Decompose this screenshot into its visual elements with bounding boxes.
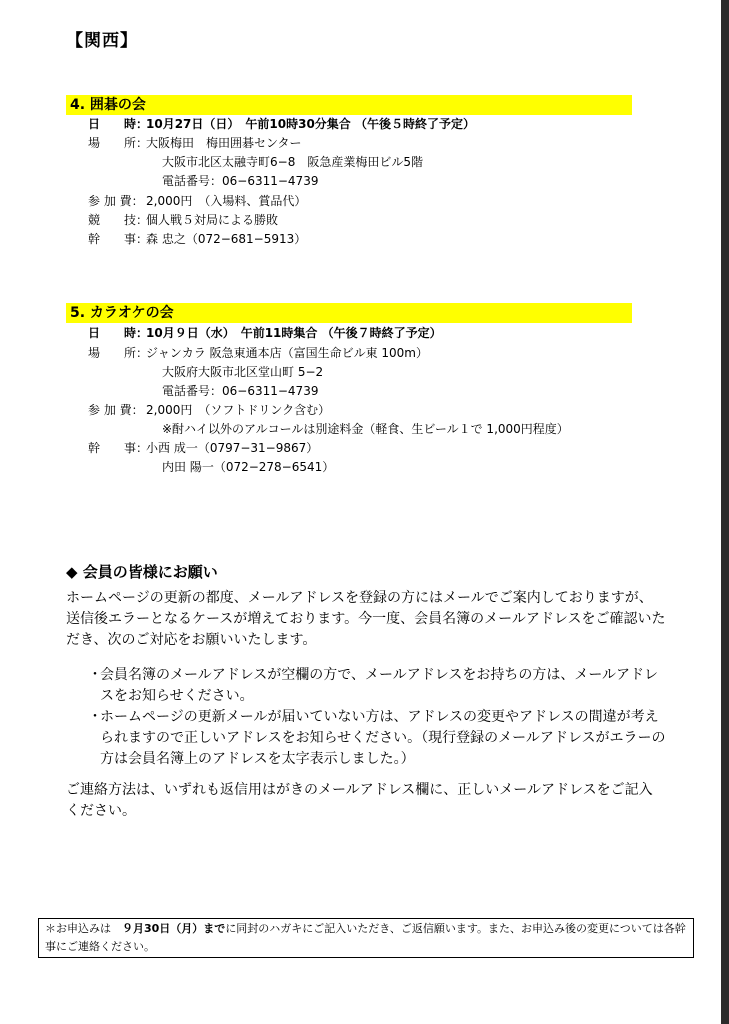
region-title: 【関西】 [66, 31, 138, 51]
footer-prefix: ＊お申込みは [45, 922, 122, 935]
bullet-dot-icon: ・ [88, 709, 102, 725]
karaoke-organizer-label: 幹 事： [88, 441, 149, 455]
karaoke-organizer-value-2: 内田 陽一（072−278−6541） [162, 460, 335, 474]
karaoke-date-label: 日 時： [88, 326, 149, 340]
bullet-dot-icon: ・ [88, 667, 102, 683]
footer-suffix: に同封のハガキにご記入いただき、ご返信願います。また、お申込み後の変更については各幹事にご連絡ください。 [45, 922, 686, 953]
go-fee-label: 参 加 費： [88, 194, 144, 208]
karaoke-organizer-value: 小西 成一（0797−31−9867） [146, 441, 319, 455]
karaoke-organizer-row [88, 440, 318, 457]
notice-closing: ご連絡方法は、いずれも返信用はがきのメールアドレス欄に、正しいメールアドレスをご記入ください。 [66, 782, 653, 819]
go-place-address: 大阪市北区太融寺町6−8 阪急産業梅田ビル5階 [162, 155, 423, 169]
go-place-line: 大阪梅田 梅田囲碁センター [146, 136, 302, 150]
go-organizer-value: 森 忠之（072−681−5913） [146, 232, 307, 246]
notice-bullet-text: ホームページの更新メールが届いていない方は、アドレスの変更やアドレスの間違が考えられますので正しいアドレスをお知らせください。（現行登録のメールアドレスがエラーの方は会員名簿上のアドレスを太字表示しました。） [100, 709, 666, 767]
karaoke-fee-note: ※酎ハイ以外のアルコールは別途料金（軽食、生ビール１で 1,000円程度） [162, 422, 569, 436]
go-date-row [88, 116, 475, 133]
footer-note [38, 918, 694, 958]
karaoke-place-address: 大阪府大阪市北区堂山町 5−2 [162, 365, 324, 379]
go-date-label: 日 時： [88, 117, 149, 131]
go-date-value: 10月27日（日） 午前10時30分集合 （午後５時終了予定） [146, 117, 475, 131]
karaoke-fee-label: 参 加 費： [88, 403, 144, 417]
go-organizer-label: 幹 事： [88, 232, 149, 246]
notice-intro: ホームページの更新の都度、メールアドレスを登録の方にはメールでご案内しておりますが、送信後エラーとなるケースが増えております。今一度、会員名簿のメールアドレスをご確認いただき、次のご対応をお願いいたします。 [66, 590, 666, 648]
go-place-phone: 電話番号：06−6311−4739 [162, 174, 319, 188]
karaoke-fee-value: 2,000円 （ソフトドリンク含む） [146, 403, 331, 417]
karaoke-place-row [88, 345, 428, 362]
notice-bullet [88, 665, 666, 707]
footer-deadline: ９月30日（月）まで [122, 922, 226, 935]
notice-bullet-text: 会員名簿のメールアドレスが空欄の方で、メールアドレスをお持ちの方は、メールアドレスをお知らせください。 [100, 667, 659, 704]
karaoke-place-label: 場 所： [88, 346, 149, 360]
notice-title: ◆ 会員の皆様にお願い [66, 563, 218, 581]
karaoke-place-line: ジャンカラ 阪急東通本店（富国生命ビル東 100m） [146, 346, 428, 360]
karaoke-date-row [88, 325, 442, 342]
notice-bullet [88, 707, 666, 770]
go-competition-row [88, 212, 278, 229]
go-fee-row [88, 193, 306, 210]
go-place-row [88, 135, 302, 152]
go-competition-label: 競 技： [88, 213, 149, 227]
karaoke-fee-row [88, 402, 330, 419]
section-heading-karaoke: 5. カラオケの会 [66, 303, 632, 323]
section-heading-go: 4. 囲碁の会 [66, 95, 632, 115]
go-organizer-row [88, 231, 306, 248]
go-fee-value: 2,000円 （入場料、賞品代） [146, 194, 307, 208]
go-competition-value: 個人戦５対局による勝敗 [146, 213, 279, 227]
karaoke-date-value: 10月９日（水） 午前11時集合 （午後７時終了予定） [146, 326, 442, 340]
go-place-label: 場 所： [88, 136, 149, 150]
karaoke-place-phone: 電話番号：06−6311−4739 [162, 384, 319, 398]
